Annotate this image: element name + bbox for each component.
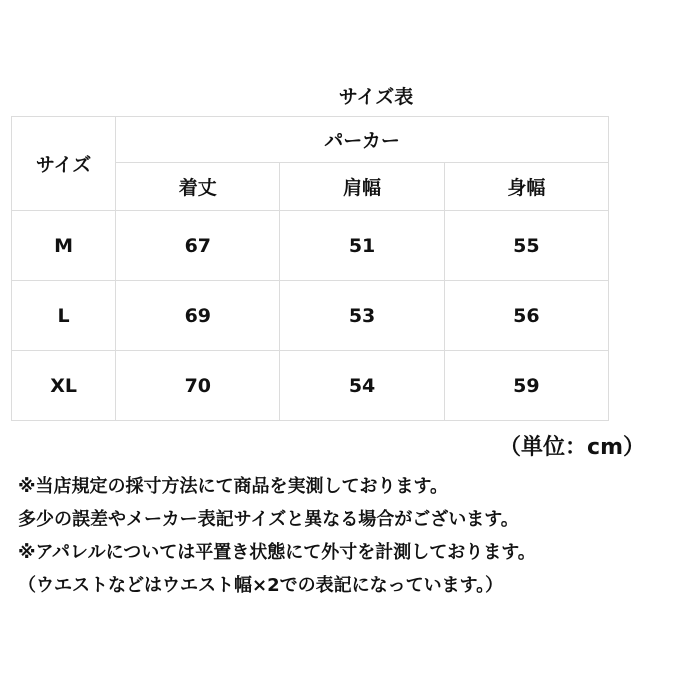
value-cell: 51 [280,211,444,281]
size-table [11,116,609,421]
row-header-cell: サイズ [12,117,116,211]
value-cell: 56 [444,281,608,351]
value-cell: 59 [444,351,608,421]
column-header-shoulder: 肩幅 [280,163,444,211]
size-cell: M [12,211,116,281]
value-cell: 54 [280,351,444,421]
table-row [12,281,609,351]
size-cell: XL [12,351,116,421]
value-cell: 67 [116,211,280,281]
note-line: ※当店規定の採寸方法にて商品を実測しております。 [18,476,449,497]
table-row [12,211,609,281]
column-header-width: 身幅 [444,163,608,211]
note-line: ※アパレルについては平置き状態にて外寸を計測しております。 [18,542,536,563]
value-cell: 55 [444,211,608,281]
column-header-length: 着丈 [116,163,280,211]
unit-label: （単位：cm） [499,435,645,460]
table-header-row [12,117,609,163]
group-header-cell: パーカー [116,117,609,163]
table-row [12,351,609,421]
note-line: 多少の誤差やメーカー表記サイズと異なる場合がございます。 [18,509,519,530]
note-line: （ウエストなどはウエスト幅×2での表記になっています。） [18,575,504,596]
value-cell: 69 [116,281,280,351]
page-title: サイズ表 [338,86,414,108]
value-cell: 53 [280,281,444,351]
notes [18,470,698,602]
size-cell: L [12,281,116,351]
value-cell: 70 [116,351,280,421]
